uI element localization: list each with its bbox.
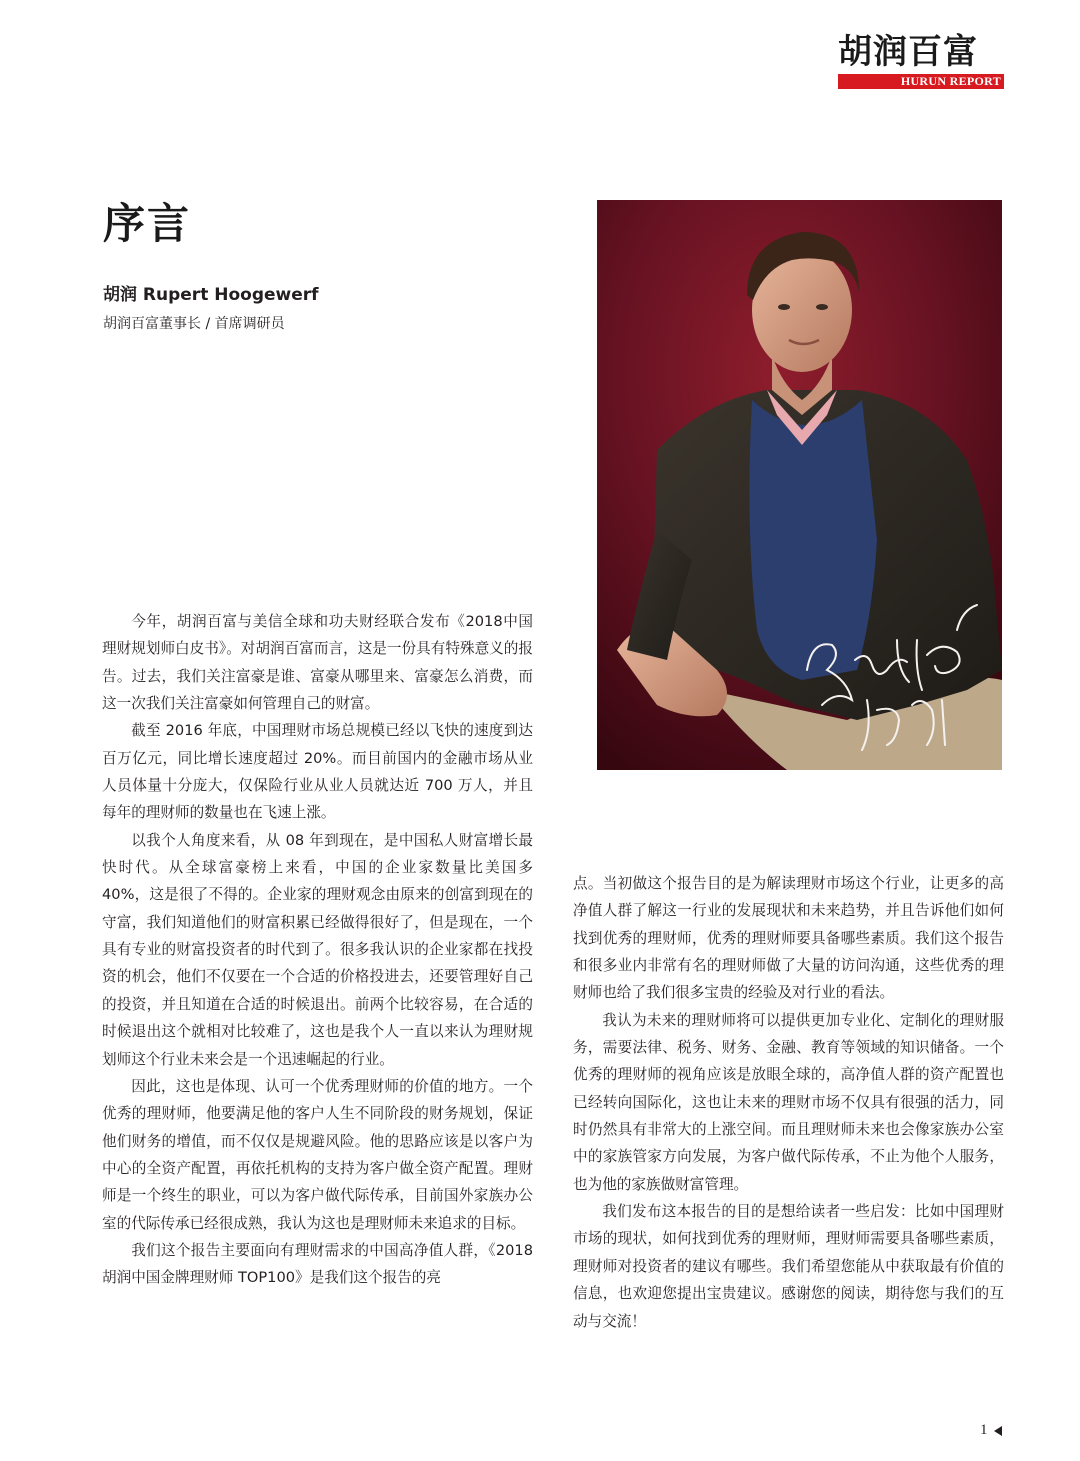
hurun-report-logo: [838, 32, 1004, 90]
page-title: 序言: [103, 199, 192, 248]
author-portrait-photo: [597, 200, 1002, 770]
page-number: 1: [980, 1422, 988, 1438]
paragraph: 今年，胡润百富与美信全球和功夫财经联合发布《2018中国理财规划师白皮书》。对胡润百富而言，这是一份具有特殊意义的报告。过去，我们关注富豪是谁、富豪从哪里来、富豪怎么消费，而这一次我们关注富豪如何管理自己的财富。: [102, 613, 533, 713]
logo-red-bar: [838, 74, 1004, 89]
paragraph: 以我个人角度来看，从 08 年到现在，是中国私人财富增长最快时代。从全球富豪榜上来看，中国的企业家数量比美国多 40%，这是很了不得的。企业家的理财观念由原来的创富到现在的守富，我们知道他们的财富积累已经做得很好了，但是现在，一个具有专业的财富投资者的时代到了。很多我认识的企业家都在找投资的机会，他们不仅要在一个合适的价格投进去，还要管理好自己的投资，并且知道在合适的时候退出。前两个比较容易，在合适的时候退出这个就相对比较难了，这也是我个人一直以来认为理财规划师这个行业未来会是一个迅速崛起的行业。: [102, 831, 533, 1068]
logo-english-text: HURUN REPORT: [900, 74, 1001, 88]
paragraph-continuation: 点。当初做这个报告目的是为解读理财市场这个行业，让更多的高净值人群了解这一行业的发展现状和未来趋势，并且告诉他们如何找到优秀的理财师，优秀的理财师要具备哪些素质。我们这个报告和很多业内非常有名的理财师做了大量的访问沟通，这些优秀的理财师也给了我们很多宝贵的经验及对行业的看法。: [573, 875, 1004, 1002]
paragraph: 因此，这也是体现、认可一个优秀理财师的价值的地方。一个优秀的理财师，他要满足他的客户人生不同阶段的财务规划，保证他们财务的增值，而不仅仅是规避风险。他的思路应该是以客户为中心的全资产配置，再依托机构的支持为客户做全资产配置。理财师是一个终生的职业，可以为客户做代际传承，目前国外家族办公室的代际传承已经很成熟，我认为这也是理财师未来追求的目标。: [102, 1077, 533, 1232]
paragraph: 我认为未来的理财师将可以提供更加专业化、定制化的理财服务，需要法律、税务、财务、金融、教育等领域的知识储备。一个优秀的理财师的视角应该是放眼全球的，高净值人群的资产配置也已经转向国际化，这也让未来的理财市场不仅具有很强的活力，同时仍然具有非常大的上涨空间。而且理财师未来也会像家族办公室中的家族管家方向发展，为客户做代际传承，不止为他个人服务，也为他的家族做财富管理。: [573, 1011, 1004, 1193]
body-text-right-column: [573, 870, 1004, 1335]
paragraph: 我们发布这本报告的目的是想给读者一些启发：比如中国理财市场的现状，如何找到优秀的理财师，理财师需要具备哪些素质，理财师对投资者的建议有哪些。我们希望您能从中获取最有价值的信息，也欢迎您提出宝贵建议。感谢您的阅读，期待您与我们的互动与交流！: [573, 1203, 1004, 1330]
author-name: 胡润 Rupert Hoogewerf: [103, 285, 319, 305]
body-text-left-column: [102, 608, 533, 1292]
paragraph: 我们这个报告主要面向有理财需求的中国高净值人群，《2018 胡润中国金牌理财师 TOP100》是我们这个报告的亮: [102, 1241, 533, 1287]
paragraph: 截至 2016 年底，中国理财市场总规模已经以飞快的速度到达百万亿元，同比增长速度超过 20%。而目前国内的金融市场从业人员体量十分庞大，仅保险行业从业人员就达近 700 万人，并且每年的理财师的数量也在飞速上涨。: [102, 722, 533, 822]
logo-chinese-text: 胡润百富: [838, 32, 978, 72]
author-role: 胡润百富董事长 / 首席调研员: [103, 316, 285, 332]
page-arrow-icon: [994, 1426, 1002, 1436]
